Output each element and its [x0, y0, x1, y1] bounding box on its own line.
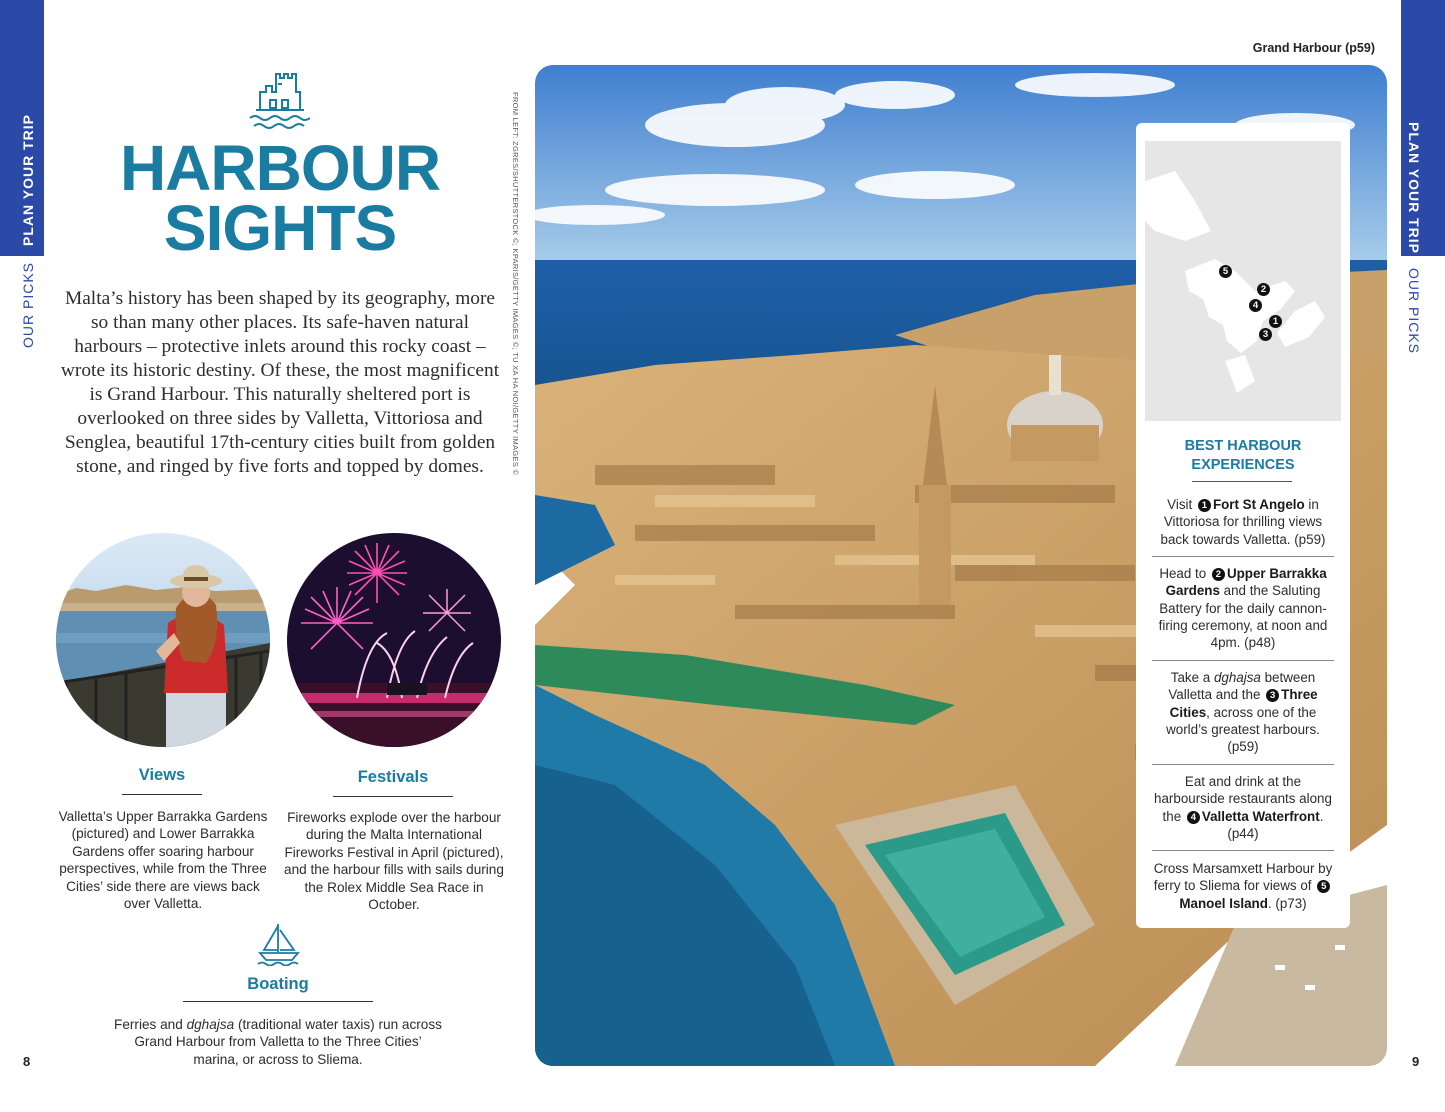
boating-text-em: dghajsa: [186, 1017, 235, 1032]
harbour-castle-icon: [246, 70, 310, 134]
views-divider: [122, 794, 202, 795]
experience-item-3: Take a dghajsa between Valletta and the 3 Three Cities, across one of the world’s greatest harbours. (p59): [1166, 670, 1320, 755]
experience-divider: [1152, 556, 1334, 557]
panel-title-divider: [1192, 481, 1292, 482]
views-heading: Views: [138, 766, 186, 784]
numbered-circle-icon: 5: [1317, 880, 1330, 893]
photo-credit: FROM LEFT: ZGRES/SHUTTERSTOCK ©; KPARIS/GETTY IMAGES ©; TU XA HA NOI/GETTY IMAGES ©: [511, 92, 520, 476]
numbered-circle-icon: 3: [1266, 689, 1279, 702]
best-experiences-panel: [1136, 123, 1350, 928]
numbered-circle-icon: 4: [1187, 811, 1200, 824]
experience-divider: [1152, 850, 1334, 851]
numbered-circle-icon: 2: [1212, 568, 1225, 581]
map-marker-2: 2: [1257, 283, 1270, 296]
experience-item-5: Cross Marsamxett Harbour by ferry to Sliema for views of 5Manoel Island. (p73): [1153, 861, 1333, 911]
map-marker-1: 1: [1269, 315, 1282, 328]
harbour-map: [1145, 141, 1341, 421]
side-tab-label-right: PLAN YOUR TRIP: [1406, 122, 1422, 254]
numbered-circle-icon: 1: [1198, 499, 1211, 512]
festivals-photo: [287, 533, 501, 747]
map-marker-4: 4: [1249, 299, 1262, 312]
panel-title-line-1: BEST HARBOUR: [1184, 438, 1302, 454]
experience-item-2: Head to 2 Upper Barrakka Gardens and the Saluting Battery for the daily cannon-firing ceremony, at noon and 4pm. (p48): [1158, 566, 1328, 651]
boating-text: [112, 1016, 444, 1068]
experience-item-1: Visit 1 Fort St Angelo in Vittoriosa for thrilling views back towards Valletta. (p59): [1160, 497, 1326, 547]
side-sub-label-right: OUR PICKS: [1406, 268, 1422, 355]
boating-heading: Boating: [247, 975, 309, 993]
festivals-divider: [333, 796, 453, 797]
panel-title: [1136, 437, 1350, 475]
page-number-right: 9: [1412, 1054, 1420, 1069]
map-marker-5: 5: [1219, 265, 1232, 278]
views-text: Valletta’s Upper Barrakka Gardens (pictured) and Lower Barrakka Gardens offer soaring harbour perspectives, while from the Three Cities’ side there are views back over Valletta.: [58, 809, 268, 912]
experience-item-4: Eat and drink at the harbourside restaurants along the 4 Valletta Waterfront. (p44): [1154, 774, 1332, 841]
experience-divider: [1152, 764, 1334, 765]
festivals-text: Fireworks explode over the harbour during the Malta International Fireworks Festival in April (pictured), and the harbour fills with sails during the Rolex Middle Sea Race in October.: [284, 810, 504, 913]
boating-text-post: (traditional water taxis) run across Grand Harbour from Valletta to the Three Cities’ marina, or across to Sliema.: [134, 1017, 442, 1067]
boating-text-pre: Ferries and: [114, 1017, 187, 1032]
side-tab-label-left: PLAN YOUR TRIP: [20, 114, 36, 246]
title-line-1: HARBOUR: [119, 132, 441, 204]
title-line-2: SIGHTS: [163, 192, 397, 264]
page-number-left: 8: [23, 1054, 31, 1069]
boating-divider: [183, 1001, 373, 1002]
photo-caption: Grand Harbour (p59): [1252, 41, 1375, 55]
side-sub-label-left: OUR PICKS: [20, 261, 36, 348]
festivals-heading: Festivals: [357, 768, 429, 786]
page-title: [60, 132, 500, 264]
sailboat-icon: [256, 920, 302, 966]
map-marker-3: 3: [1259, 328, 1272, 341]
panel-title-line-2: EXPERIENCES: [1191, 457, 1295, 473]
experience-divider: [1152, 660, 1334, 661]
views-photo: [56, 533, 270, 747]
intro-paragraph: Malta’s history has been shaped by its geography, more so than many other places. Its safe-haven natural harbours – protective inlets around this rocky coast – wrote its historic destiny. Of these, the most magnificent is Grand Harbour. This naturally sheltered port is overlooked on three sides by Valletta, Vittoriosa and Senglea, beautiful 17th-century cities built from golden stone, and ringed by five forts and topped by domes.: [60, 288, 500, 477]
